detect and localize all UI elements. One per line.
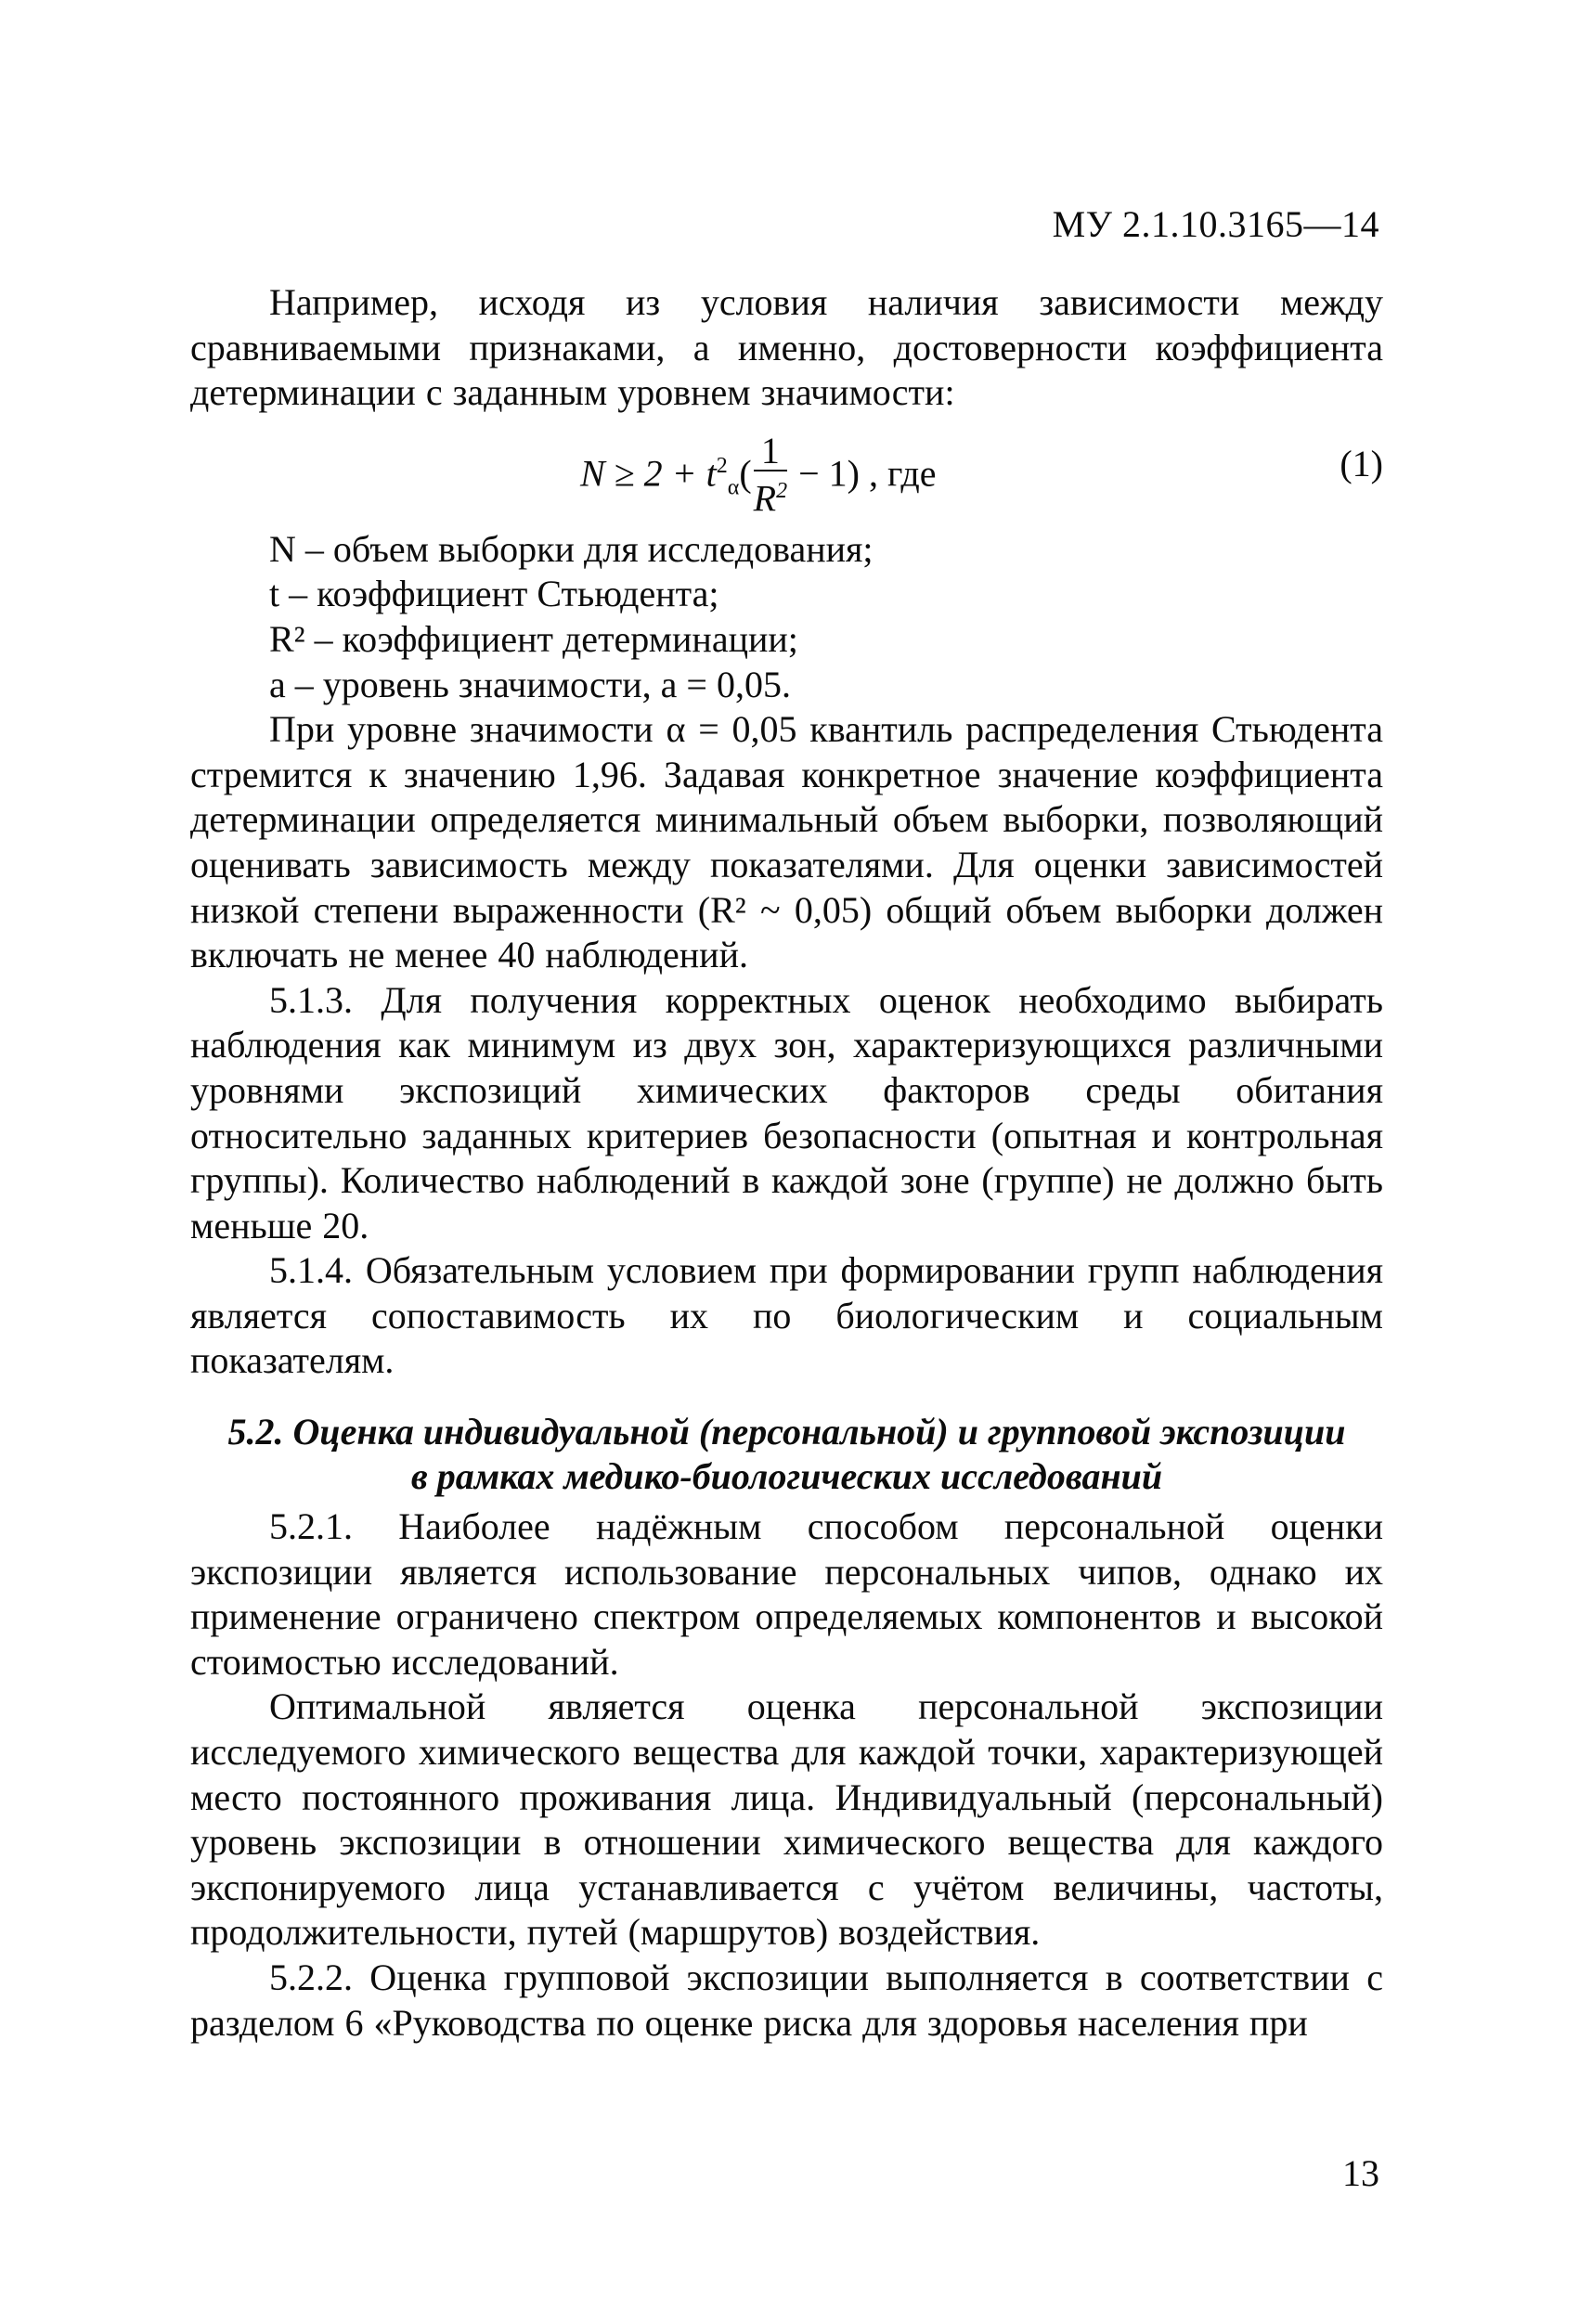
formula-numerator: 1 xyxy=(754,433,787,471)
paragraph-5-1-3: 5.1.3. Для получения корректных оценок необходимо выбирать наблюдения как минимум из двух зон, характеризующихся различными уровнями экспозиций химических факторов среды обитания относительно заданных критериев безопасности (опытная и контрольная группы). Количество наблюдений в каждой зоне (группе) не должно быть меньше 20. xyxy=(190,978,1383,1246)
formula-den-sup: 2 xyxy=(776,478,788,503)
definition-n: N – объем выборки для исследования; xyxy=(269,527,874,570)
formula-fraction xyxy=(753,429,788,520)
section-heading-5-2 xyxy=(190,1410,1383,1499)
sample-size-formula xyxy=(580,429,937,520)
paragraph-5-1-4: 5.1.4. Обязательным условием при формировании групп наблюдения является сопоставимость их по биологическим и социальным показателям. xyxy=(190,1249,1383,1382)
formula-tail: − 1) , где xyxy=(789,452,937,495)
definition-t: t – коэффициент Стьюдента; xyxy=(269,573,719,615)
formula-lhs: N ≥ 2 + t xyxy=(580,452,717,495)
paragraph-5-2-1: 5.2.1. Наиболее надёжным способом персональной оценки экспозиции является использование персональных чипов, однако их применение ограничено спектром определяемых компонентов и высокой стоимостью исследований. xyxy=(190,1505,1383,1683)
formula-t-sup: 2 xyxy=(716,453,728,478)
formula-block xyxy=(190,421,1383,523)
paragraph-optimal-assessment: Оптимальной является оценка персональной экспозиции исследуемого химического вещества для каждой точки, характеризующей место постоянного проживания лица. Индивидуальный (персональный) уровень экспозиции в отношении химического вещества для каждого экспонируемого лица устанавливается с учётом величины, частоты, продолжительности, путей (маршрутов) воздействия. xyxy=(190,1685,1383,1954)
section-heading-line1: 5.2. Оценка индивидуальной (персональной) и групповой экспозиции xyxy=(227,1411,1346,1453)
page-number: 13 xyxy=(1342,2152,1379,2194)
intro-paragraph: Например, исходя из условия наличия зависимости между сравниваемыми признаками, а именно, достоверности коэффициента детерминации с заданным уровнем значимости: xyxy=(190,281,1383,414)
section-heading-line2: в рамках медико-биологических исследований xyxy=(410,1455,1163,1498)
formula-number: (1) xyxy=(1340,442,1383,484)
formula-den-r: R xyxy=(753,477,777,520)
paragraph-student-quantile: При уровне значимости α = 0,05 квантиль распределения Стьюдента стремится к значению 1,96. Задавая конкретное значение коэффициента детерминации определяется минимальный объем выборки, позволяющий оценивать зависимость между показателями. Для оценки зависимостей низкой степени выраженности (R² ~ 0,05) общий объем выборки должен включать не менее 40 наблюдений. xyxy=(190,708,1383,976)
definition-r2: R² – коэффициент детерминации; xyxy=(269,617,798,660)
page-body xyxy=(190,280,1383,2046)
formula-open-paren: ( xyxy=(739,452,752,495)
formula-t-sub: α xyxy=(727,475,740,500)
document-code: МУ 2.1.10.3165—14 xyxy=(1052,203,1379,245)
formula-denominator xyxy=(754,471,787,518)
paragraph-5-2-2: 5.2.2. Оценка групповой экспозиции выполняется в соответствии с разделом 6 «Руководства по оценке риска для здоровья населения при xyxy=(190,1956,1383,2044)
definition-a: a – уровень значимости, a = 0,05. xyxy=(269,663,791,705)
